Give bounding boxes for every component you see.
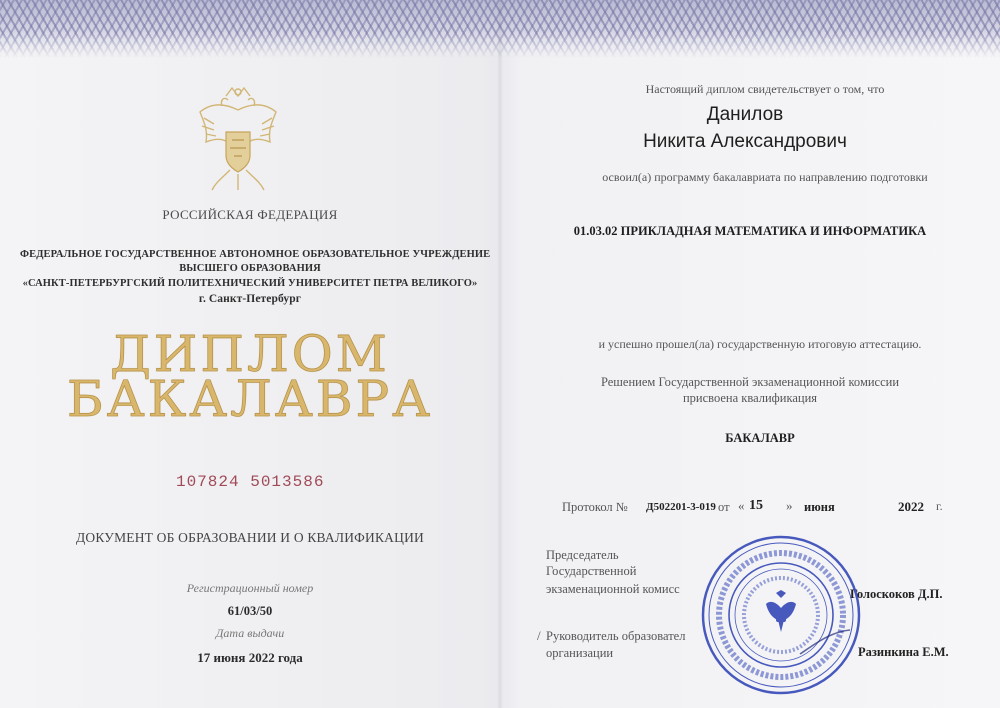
chair-title-line-2: Государственной: [546, 564, 637, 578]
chair-title-line-3: экзаменационной комисс: [546, 582, 680, 596]
diploma-title-line-2: БАКАЛАВРА: [66, 370, 433, 428]
protocol-from-label: от: [718, 500, 730, 514]
chair-name: Голоскоков Д.П.: [850, 587, 943, 601]
qualification: БАКАЛАВР: [725, 431, 795, 445]
certify-intro: Настоящий диплом свидетельствует о том, что: [645, 82, 885, 96]
mastered-program-text: освоил(а) программу бакалавриата по направлению подготовки: [602, 170, 928, 184]
protocol-day: 15: [749, 498, 763, 513]
graduate-given-names: Никита Александрович: [643, 131, 847, 152]
center-fold: [497, 0, 503, 708]
diploma-title-line-1: ДИПЛОМ: [110, 325, 390, 383]
head-mark: /: [537, 628, 541, 643]
institution-line-3: «САНКТ-ПЕТЕРБУРГСКИЙ ПОЛИТЕХНИЧЕСКИЙ УНИВЕРСИТЕТ ПЕТРА ВЕЛИКОГО»: [22, 278, 478, 289]
document-type: ДОКУМЕНТ ОБ ОБРАЗОВАНИИ И О КВАЛИФИКАЦИИ: [76, 530, 424, 545]
protocol-number: Д502201-3-019: [646, 501, 716, 513]
chair-title-line-1: Председатель: [546, 548, 619, 562]
eagle-emblem-icon: [186, 82, 290, 194]
institution-city: г. Санкт-Петербург: [198, 293, 302, 305]
commission-decision-line-1: Решением Государственной экзаменационной комиссии: [600, 375, 900, 389]
protocol-quote-open: «: [738, 498, 745, 513]
head-title-line-2: организации: [546, 646, 614, 660]
issue-date: 17 июня 2022 года: [197, 650, 303, 665]
protocol-year: 2022: [898, 499, 924, 514]
study-program: 01.03.02 ПРИКЛАДНАЯ МАТЕМАТИКА И ИНФОРМАТИКА: [573, 224, 927, 238]
diploma-serial-number: 107824 5013586: [176, 473, 325, 491]
institution-line-1: ФЕДЕРАЛЬНОЕ ГОСУДАРСТВЕННОЕ АВТОНОМНОЕ ОБРАЗОВАТЕЛЬНОЕ УЧРЕЖДЕНИЕ: [20, 249, 491, 260]
graduate-surname: Данилов: [706, 104, 784, 125]
commission-decision-line-2: присвоена квалификация: [682, 391, 818, 405]
registration-label: Регистрационный номер: [186, 581, 314, 595]
issue-date-label: Дата выдачи: [215, 626, 285, 640]
protocol-month: июня: [804, 500, 835, 514]
protocol-label: Протокол №: [562, 500, 628, 514]
round-seal-stamp-icon: [700, 534, 862, 696]
protocol-quote-close: »: [786, 498, 793, 513]
institution-line-2: ВЫСШЕГО ОБРАЗОВАНИЯ: [179, 263, 321, 274]
registration-number: 61/03/50: [227, 604, 273, 618]
country-name: РОССИЙСКАЯ ФЕДЕРАЦИЯ: [162, 207, 338, 222]
protocol-year-suffix: г.: [936, 499, 943, 513]
head-name: Разинкина Е.М.: [858, 645, 949, 659]
head-title-line-1: Руководитель образовател: [546, 629, 686, 643]
attestation-text: и успешно прошел(ла) государственную итоговую аттестацию.: [598, 337, 922, 351]
